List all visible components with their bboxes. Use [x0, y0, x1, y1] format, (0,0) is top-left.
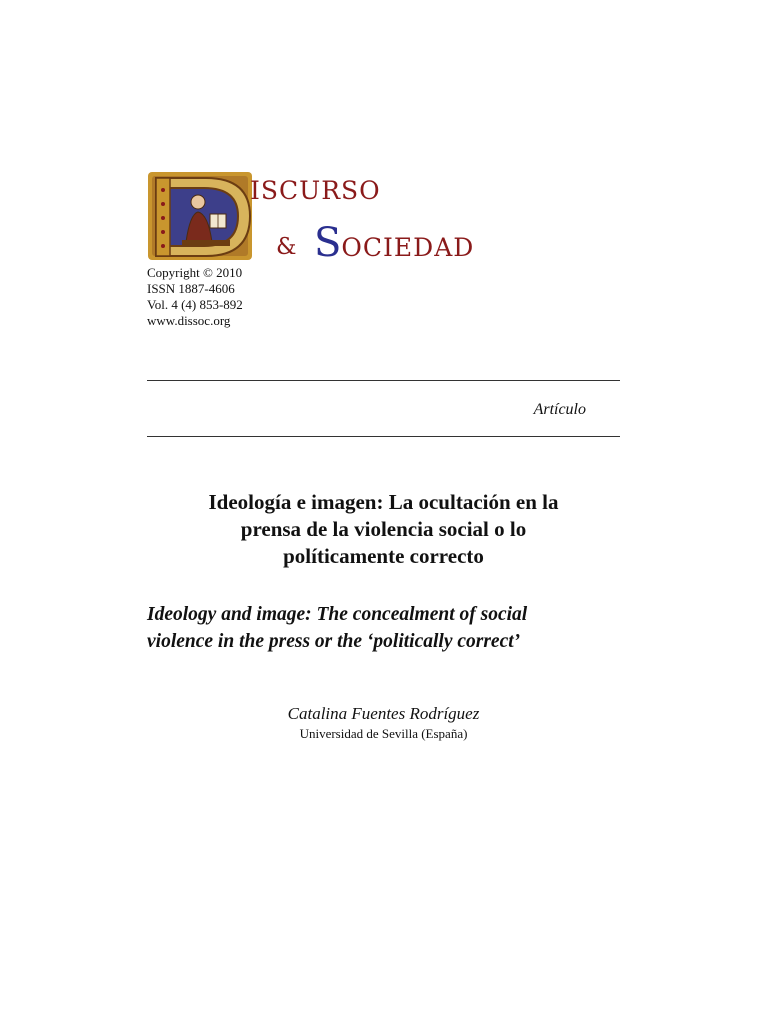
title-spanish-line: prensa de la violencia social o lo: [240, 517, 527, 541]
logo-word-discurso: ISCURSO: [250, 176, 381, 205]
title-spanish-line: políticamente correcto: [283, 544, 484, 568]
journal-logo: [146, 170, 516, 270]
logo-word-sociedad: [314, 220, 474, 266]
top-divider: [147, 380, 620, 381]
website-line: www.dissoc.org: [147, 313, 231, 328]
title-english-line: violence in the press or the ‘politically correct’: [147, 631, 521, 652]
title-spanish: [147, 489, 620, 570]
publication-meta: [147, 265, 243, 329]
logo-ampersand: &: [276, 234, 297, 260]
issn-line: ISSN 1887-4606: [147, 281, 235, 296]
title-english-line: Ideology and image: The concealment of social: [147, 604, 528, 625]
copyright-line: Copyright © 2010: [147, 265, 243, 280]
illuminated-letter-d-icon: [146, 170, 254, 262]
section-label: Artículo: [533, 401, 586, 418]
logo-initial-s: S: [314, 220, 342, 266]
logo-word-sociedad-rest: OCIEDAD: [341, 233, 475, 262]
author-name: Catalina Fuentes Rodríguez: [287, 704, 480, 723]
title-english: [147, 601, 637, 655]
volume-line: Vol. 4 (4) 853-892: [147, 297, 243, 312]
author-affiliation: Universidad de Sevilla (España): [299, 726, 468, 741]
title-spanish-line: Ideología e imagen: La ocultación en la: [208, 490, 559, 514]
bottom-divider: [147, 436, 620, 437]
